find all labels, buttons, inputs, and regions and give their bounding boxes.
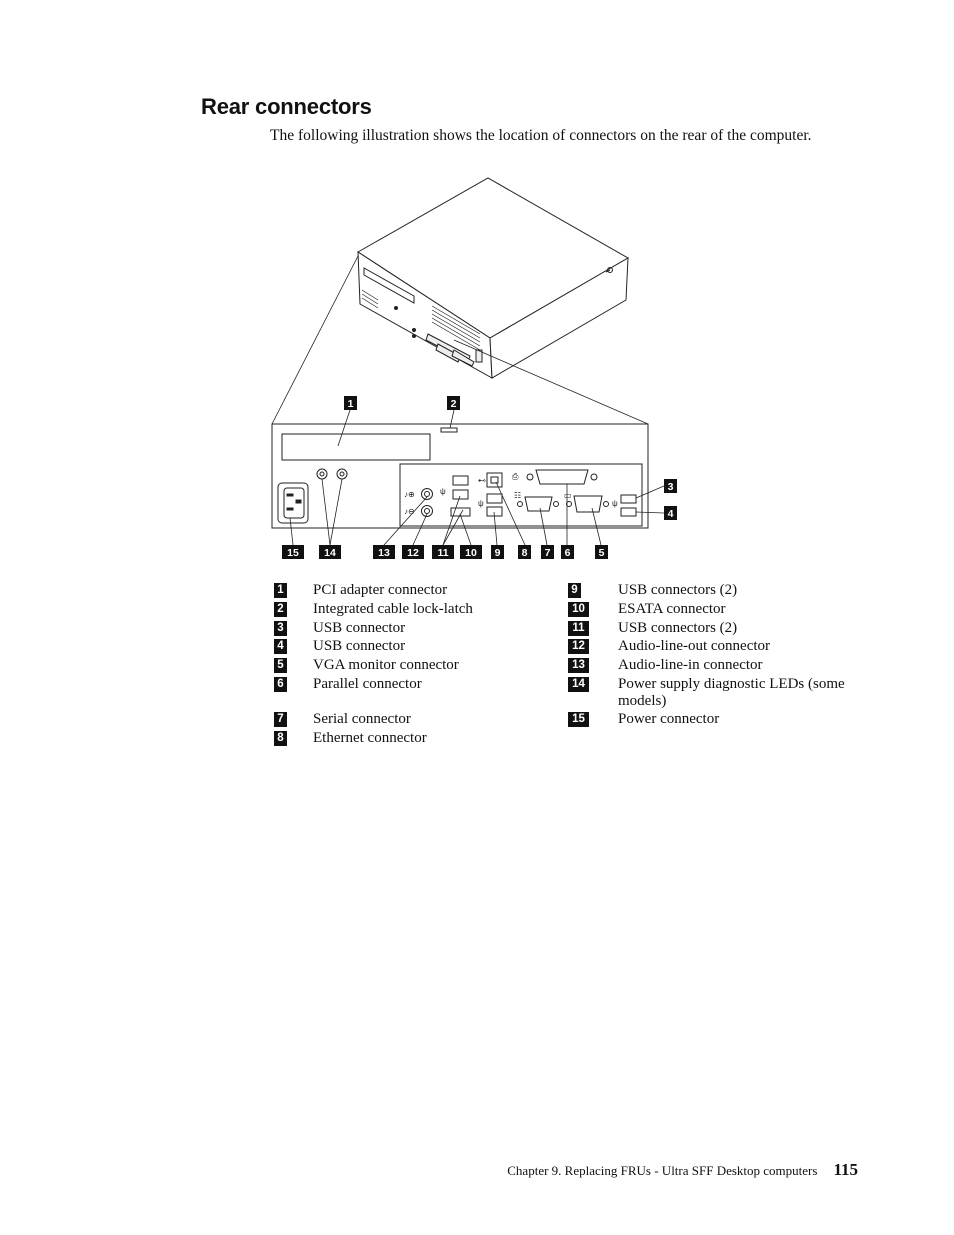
legend-number: 7 bbox=[274, 712, 287, 727]
connector-legend bbox=[274, 580, 874, 760]
svg-text:4: 4 bbox=[667, 508, 674, 520]
legend-number: 12 bbox=[568, 639, 589, 654]
legend-number: 9 bbox=[568, 583, 581, 598]
callout-12 bbox=[402, 545, 424, 559]
legend-item bbox=[568, 620, 737, 637]
legend-label: Parallel connector bbox=[313, 676, 422, 692]
legend-label: ESATA connector bbox=[618, 601, 726, 617]
legend-label: Power supply diagnostic LEDs (some models) bbox=[618, 676, 845, 709]
svg-text:3: 3 bbox=[667, 481, 674, 493]
computer-body-drawing bbox=[358, 178, 628, 378]
svg-text:9: 9 bbox=[494, 547, 501, 559]
legend-item bbox=[274, 711, 411, 728]
rear-connectors-illustration bbox=[262, 170, 692, 565]
legend-number: 6 bbox=[274, 677, 287, 692]
legend-number: 15 bbox=[568, 712, 589, 727]
legend-number: 13 bbox=[568, 658, 589, 673]
legend-number: 10 bbox=[568, 602, 589, 617]
legend-number: 2 bbox=[274, 602, 287, 617]
callout-8 bbox=[518, 545, 531, 559]
legend-number: 11 bbox=[568, 621, 589, 636]
svg-text:6: 6 bbox=[564, 547, 571, 559]
svg-text:8: 8 bbox=[521, 547, 528, 559]
legend-item bbox=[274, 676, 422, 693]
legend-label: USB connectors (2) bbox=[618, 620, 738, 636]
legend-number: 4 bbox=[274, 639, 287, 654]
callout-5 bbox=[595, 545, 608, 559]
svg-text:ψ: ψ bbox=[440, 487, 446, 496]
footer-chapter: Chapter 9. Replacing FRUs - Ultra SFF Desktop computers bbox=[507, 1163, 818, 1178]
page-footer bbox=[507, 1160, 858, 1180]
page-number: 115 bbox=[833, 1160, 858, 1179]
callout-14 bbox=[319, 545, 341, 559]
legend-label: USB connector bbox=[313, 638, 406, 654]
legend-label: Serial connector bbox=[313, 711, 411, 727]
callout-9 bbox=[491, 545, 504, 559]
svg-text:1: 1 bbox=[347, 398, 354, 410]
svg-text:⎙: ⎙ bbox=[512, 472, 519, 481]
legend-number: 14 bbox=[568, 677, 589, 692]
legend-number: 8 bbox=[274, 731, 287, 746]
legend-label: USB connector bbox=[313, 620, 406, 636]
intro-paragraph: The following illustration shows the location of connectors on the rear of the computer. bbox=[270, 127, 812, 144]
svg-text:▭: ▭ bbox=[564, 491, 572, 500]
legend-item bbox=[274, 582, 447, 599]
legend-item bbox=[568, 638, 770, 655]
section-heading: Rear connectors bbox=[201, 94, 372, 119]
legend-item bbox=[568, 657, 763, 674]
legend-number: 3 bbox=[274, 621, 287, 636]
svg-text:15: 15 bbox=[287, 547, 299, 559]
svg-text:♪⊕: ♪⊕ bbox=[404, 490, 415, 499]
svg-text:ψ: ψ bbox=[612, 499, 618, 508]
legend-label: USB connectors (2) bbox=[618, 582, 738, 598]
callout-2 bbox=[447, 396, 460, 410]
legend-label: Power connector bbox=[618, 711, 720, 727]
callout-15 bbox=[282, 545, 304, 559]
svg-text:2: 2 bbox=[450, 398, 457, 410]
svg-text:11: 11 bbox=[437, 547, 449, 559]
callout-13 bbox=[373, 545, 395, 559]
rear-panel-drawing bbox=[272, 424, 648, 528]
legend-label: Integrated cable lock-latch bbox=[313, 601, 473, 617]
svg-text:☷: ☷ bbox=[514, 491, 522, 500]
legend-item bbox=[568, 676, 868, 710]
callout-4 bbox=[664, 506, 677, 520]
legend-label: Ethernet connector bbox=[313, 730, 427, 746]
svg-text:12: 12 bbox=[407, 547, 419, 559]
legend-label: Audio-line-in connector bbox=[618, 657, 763, 673]
svg-text:13: 13 bbox=[378, 547, 390, 559]
callout-7 bbox=[541, 545, 554, 559]
callout-3 bbox=[664, 479, 677, 493]
svg-text:♪⊖: ♪⊖ bbox=[404, 507, 415, 516]
legend-item bbox=[274, 620, 405, 637]
svg-text:ψ: ψ bbox=[478, 499, 484, 508]
legend-label: VGA monitor connector bbox=[313, 657, 459, 673]
callout-6 bbox=[561, 545, 574, 559]
legend-number: 1 bbox=[274, 583, 287, 598]
legend-item bbox=[274, 657, 459, 674]
svg-text:⊷: ⊷ bbox=[478, 476, 486, 485]
legend-item bbox=[568, 601, 726, 618]
legend-label: Audio-line-out connector bbox=[618, 638, 771, 654]
legend-label: PCI adapter connector bbox=[313, 582, 448, 598]
callout-1 bbox=[344, 396, 357, 410]
svg-text:5: 5 bbox=[598, 547, 605, 559]
legend-number: 5 bbox=[274, 658, 287, 673]
legend-item bbox=[568, 711, 719, 728]
svg-text:14: 14 bbox=[324, 547, 336, 559]
svg-text:7: 7 bbox=[544, 547, 551, 559]
legend-item bbox=[274, 730, 427, 747]
legend-item bbox=[274, 601, 473, 618]
callout-10 bbox=[460, 545, 482, 559]
callout-11 bbox=[432, 545, 454, 559]
legend-item bbox=[568, 582, 737, 599]
legend-item bbox=[274, 638, 405, 655]
svg-text:10: 10 bbox=[465, 547, 477, 559]
